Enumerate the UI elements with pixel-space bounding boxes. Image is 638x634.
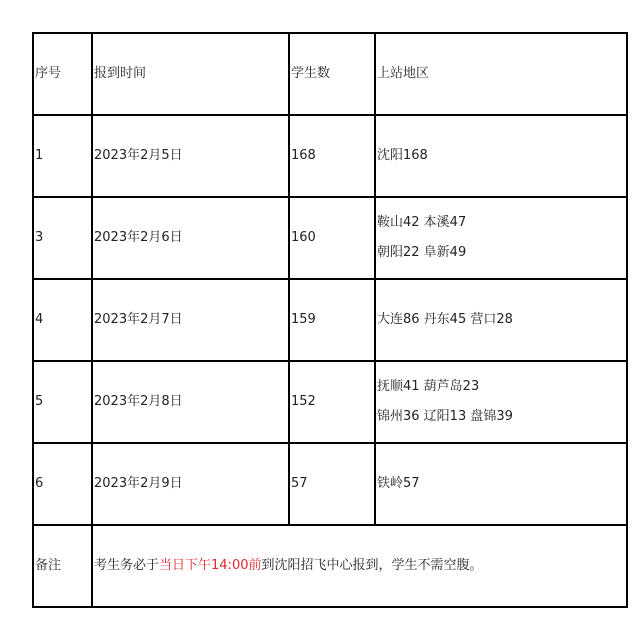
seq-cell: 4: [33, 279, 92, 361]
note-text-before: 考生务必于: [94, 558, 160, 573]
region-line: 大连86 丹东45 营口28: [377, 312, 513, 327]
table-row: [33, 443, 627, 525]
table-row: [33, 197, 627, 279]
region-cell: [375, 115, 627, 197]
region-line: 朝阳22 阜新49: [377, 245, 467, 260]
time-cell: 2023年2月7日: [92, 279, 289, 361]
time-cell: 2023年2月8日: [92, 361, 289, 443]
table-header-row: [33, 33, 627, 115]
table-row: [33, 279, 627, 361]
header-region: 上站地区: [375, 33, 627, 115]
region-cell: [375, 443, 627, 525]
header-count: 学生数: [289, 33, 375, 115]
region-line: 铁岭57: [377, 476, 420, 491]
region-cell: [375, 361, 627, 443]
time-cell: 2023年2月5日: [92, 115, 289, 197]
note-text: [92, 525, 627, 607]
time-cell: 2023年2月9日: [92, 443, 289, 525]
region-cell: [375, 197, 627, 279]
region-line: 锦州36 辽阳13 盘锦39: [377, 409, 513, 424]
note-row: [33, 525, 627, 607]
seq-cell: 3: [33, 197, 92, 279]
count-cell: 168: [289, 115, 375, 197]
note-text-after: 到沈阳招飞中心报到，学生不需空腹。: [261, 558, 483, 573]
seq-cell: 5: [33, 361, 92, 443]
count-cell: 160: [289, 197, 375, 279]
seq-cell: 6: [33, 443, 92, 525]
header-seq: 序号: [33, 33, 92, 115]
table-row: [33, 115, 627, 197]
region-line: 抚顺41 葫芦岛23: [377, 379, 480, 394]
region-line: 沈阳168: [377, 148, 428, 163]
table-row: [33, 361, 627, 443]
region-cell: [375, 279, 627, 361]
report-schedule-table: [32, 32, 628, 608]
count-cell: 152: [289, 361, 375, 443]
header-time: 报到时间: [92, 33, 289, 115]
seq-cell: 1: [33, 115, 92, 197]
count-cell: 159: [289, 279, 375, 361]
note-label: 备注: [33, 525, 92, 607]
region-line: 鞍山42 本溪47: [377, 215, 467, 230]
note-deadline-highlight: 当日下午14:00前: [159, 558, 262, 573]
count-cell: 57: [289, 443, 375, 525]
time-cell: 2023年2月6日: [92, 197, 289, 279]
